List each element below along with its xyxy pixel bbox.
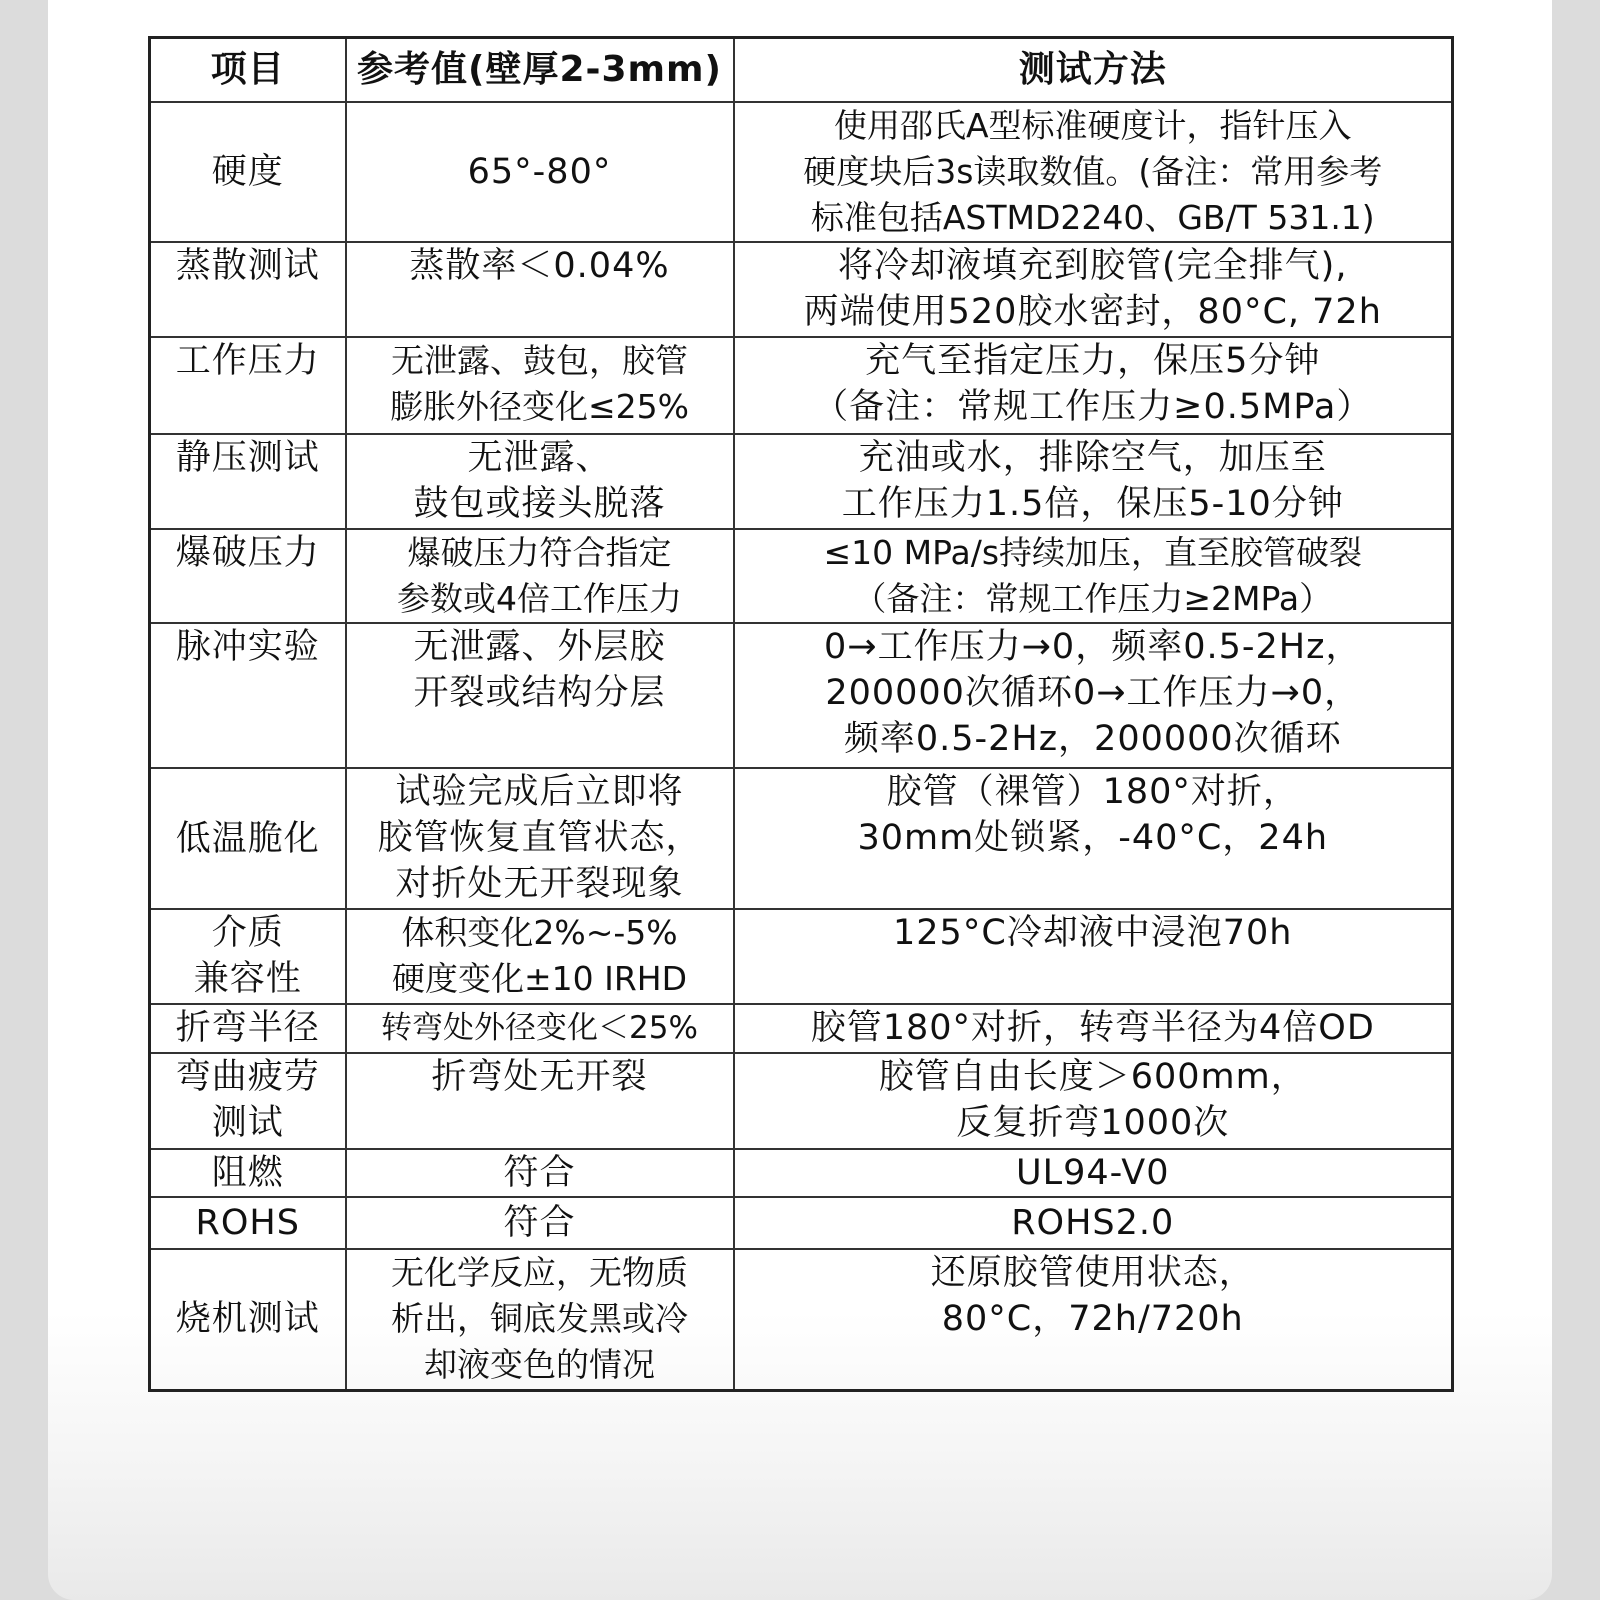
item-cell: 静压测试 [150, 434, 346, 529]
table-row [150, 1249, 1453, 1390]
item-cell: 低温脆化 [150, 768, 346, 909]
table-row [150, 242, 1453, 337]
value-cell: 无泄露、外层胶 开裂或结构分层 [346, 623, 734, 768]
item-cell: 蒸散测试 [150, 242, 346, 337]
method-cell: 将冷却液填充到胶管(完全排气), 两端使用520胶水密封，80°C, 72h [734, 242, 1453, 337]
method-cell: 充气至指定压力，保压5分钟 （备注：常规工作压力≥0.5MPa） [734, 337, 1453, 434]
table-row [150, 529, 1453, 623]
method-cell: 胶管180°对折，转弯半径为4倍OD [734, 1004, 1453, 1053]
table-row [150, 337, 1453, 434]
value-cell: 符合 [346, 1149, 734, 1197]
item-cell: 脉冲实验 [150, 623, 346, 768]
value-cell: 转弯处外径变化＜25% [346, 1004, 734, 1053]
header-item: 项目 [150, 38, 346, 103]
value-cell: 无化学反应，无物质 析出，铜底发黑或冷 却液变色的情况 [346, 1249, 734, 1390]
method-cell: 125°C冷却液中浸泡70h [734, 909, 1453, 1004]
header-test-method: 测试方法 [734, 38, 1453, 103]
value-cell: 符合 [346, 1197, 734, 1249]
table-row [150, 768, 1453, 909]
method-cell: 0→工作压力→0，频率0.5-2Hz， 200000次循环0→工作压力→0， 频率0.5-2Hz，200000次循环 [734, 623, 1453, 768]
item-cell: 硬度 [150, 102, 346, 242]
table-row [150, 1149, 1453, 1197]
table-row [150, 1004, 1453, 1053]
table-row [150, 102, 1453, 242]
value-cell: 体积变化2%~-5% 硬度变化±10 IRHD [346, 909, 734, 1004]
table-row [150, 1053, 1453, 1149]
method-cell: 还原胶管使用状态， 80°C，72h/720h [734, 1249, 1453, 1390]
value-cell: 爆破压力符合指定 参数或4倍工作压力 [346, 529, 734, 623]
item-cell: ROHS [150, 1197, 346, 1249]
method-cell: ≤10 MPa/s持续加压，直至胶管破裂 （备注：常规工作压力≥2MPa） [734, 529, 1453, 623]
table-row [150, 623, 1453, 768]
item-cell: 介质 兼容性 [150, 909, 346, 1004]
value-cell: 蒸散率＜0.04% [346, 242, 734, 337]
item-cell: 弯曲疲劳 测试 [150, 1053, 346, 1149]
value-cell: 试验完成后立即将 胶管恢复直管状态， 对折处无开裂现象 [346, 768, 734, 909]
value-cell: 65°-80° [346, 102, 734, 242]
table-header-row [150, 38, 1453, 103]
method-cell: 使用邵氏A型标准硬度计，指针压入 硬度块后3s读取数值。(备注：常用参考 标准包括ASTMD2240、GB/T 531.1) [734, 102, 1453, 242]
item-cell: 烧机测试 [150, 1249, 346, 1390]
value-cell: 折弯处无开裂 [346, 1053, 734, 1149]
item-cell: 阻燃 [150, 1149, 346, 1197]
header-reference-value: 参考值(壁厚2-3mm) [346, 38, 734, 103]
method-cell: 充油或水，排除空气，加压至 工作压力1.5倍，保压5-10分钟 [734, 434, 1453, 529]
item-cell: 折弯半径 [150, 1004, 346, 1053]
table-row [150, 434, 1453, 529]
value-cell: 无泄露、 鼓包或接头脱落 [346, 434, 734, 529]
table-row [150, 1197, 1453, 1249]
method-cell: 胶管自由长度＞600mm， 反复折弯1000次 [734, 1053, 1453, 1149]
value-cell: 无泄露、鼓包，胶管 膨胀外径变化≤25% [346, 337, 734, 434]
method-cell: 胶管（裸管）180°对折， 30mm处锁紧，-40°C，24h [734, 768, 1453, 909]
method-cell: UL94-V0 [734, 1149, 1453, 1197]
item-cell: 工作压力 [150, 337, 346, 434]
method-cell: ROHS2.0 [734, 1197, 1453, 1249]
table-row [150, 909, 1453, 1004]
spec-table [148, 36, 1454, 1392]
item-cell: 爆破压力 [150, 529, 346, 623]
